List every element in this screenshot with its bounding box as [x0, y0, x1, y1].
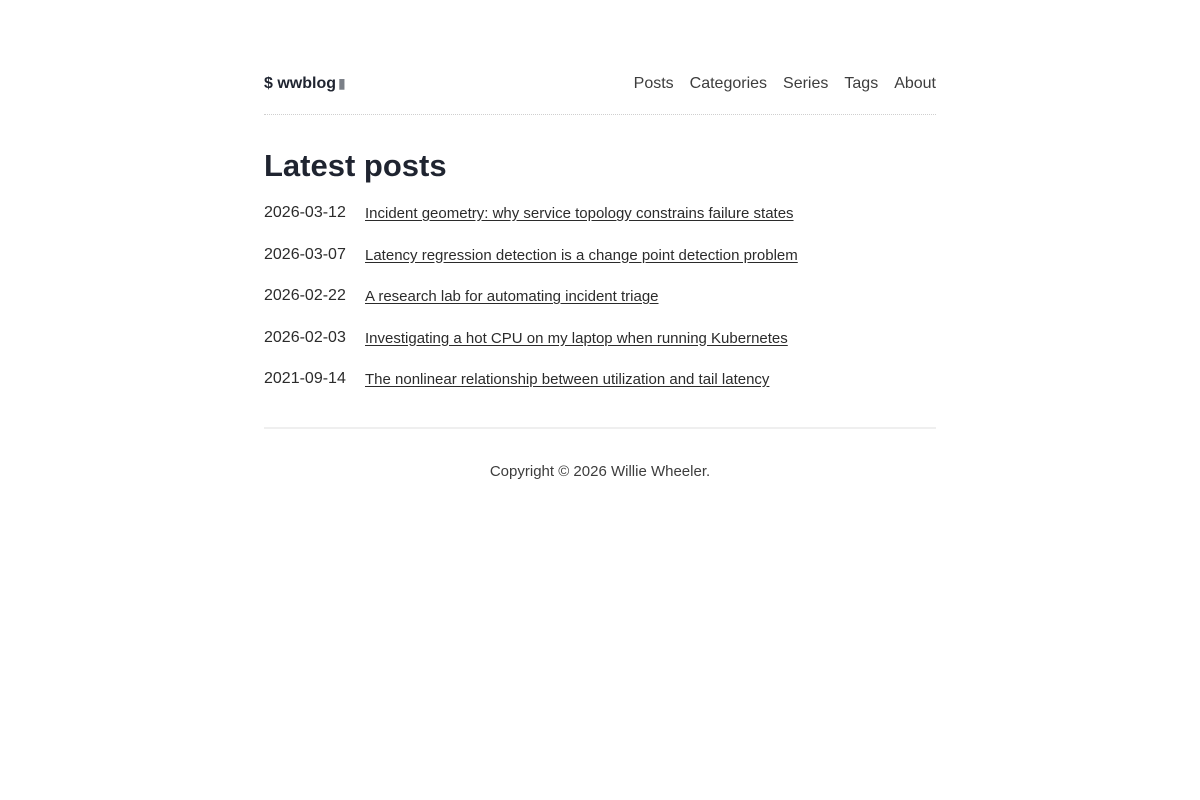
post-date: 2021-09-14 [264, 370, 346, 387]
post-list-item [264, 287, 936, 329]
post-list-item [264, 246, 936, 288]
post-link[interactable]: A research lab for automating incident triage [365, 288, 659, 305]
post-date: 2026-03-07 [264, 245, 346, 263]
post-link[interactable]: The nonlinear relationship between utilization and tail latency [365, 371, 770, 388]
footer-divider [264, 427, 936, 429]
post-list-item [264, 370, 936, 412]
post-date: 2026-02-03 [264, 328, 346, 346]
copyright-text: Copyright © 2026 Willie Wheeler. [489, 463, 711, 480]
page-title: Latest posts [264, 148, 447, 183]
post-link[interactable]: Incident geometry: why service topology constrains failure states [365, 205, 794, 222]
nav-tags[interactable]: Tags [844, 75, 879, 92]
post-list-item [264, 204, 936, 246]
post-date: 2026-02-22 [264, 287, 346, 304]
post-list-item [264, 329, 936, 371]
post-list [264, 204, 936, 412]
nav-about[interactable]: About [894, 75, 936, 92]
site-footer [264, 463, 936, 480]
brand-text: $ wwblog [264, 75, 336, 92]
post-link[interactable]: Investigating a hot CPU on my laptop when running Kubernetes [365, 329, 788, 347]
terminal-cursor-icon: ▮ [338, 75, 346, 91]
nav-categories[interactable]: Categories [689, 75, 768, 92]
nav-series[interactable]: Series [783, 75, 829, 92]
post-link[interactable]: Latency regression detection is a change point detection problem [365, 246, 798, 264]
site-header [264, 70, 936, 115]
site-logo-link[interactable] [264, 75, 346, 93]
nav-posts[interactable]: Posts [633, 75, 674, 92]
main-nav [634, 75, 936, 93]
post-date: 2026-03-12 [264, 204, 346, 221]
